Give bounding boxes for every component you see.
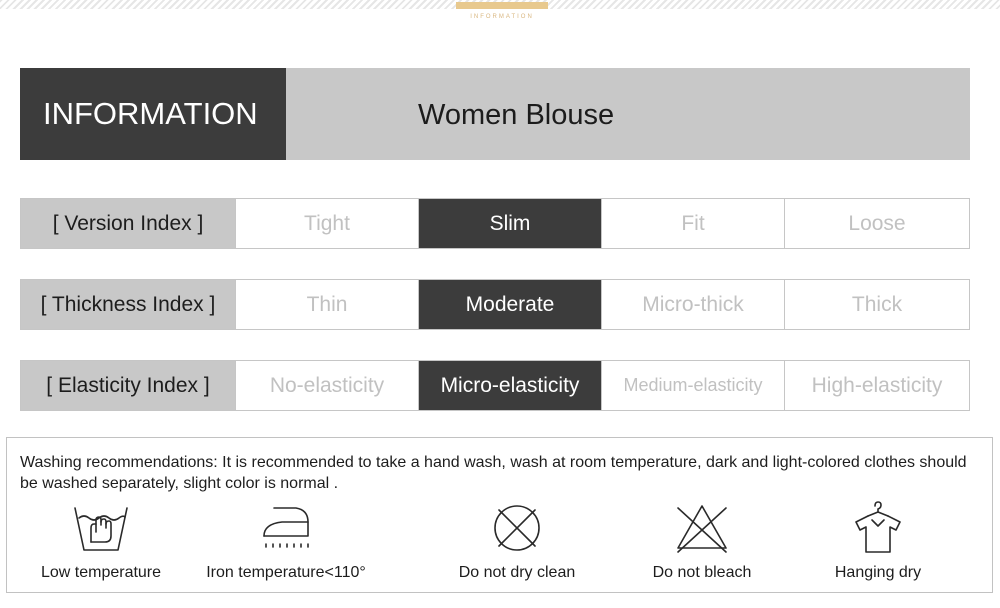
thickness-option-thick: Thick [784,280,969,329]
hand-wash-icon [71,498,131,558]
care-item-no-bleach [602,498,802,590]
no-dry-clean-icon [487,498,547,558]
care-item-no-dry-clean [417,498,617,590]
thickness-option-moderate: Moderate [418,280,601,329]
care-label-iron: Iron temperature<110° [206,564,366,581]
thickness-option-thin: Thin [235,280,418,329]
elasticity-index-label: [ Elasticity Index ] [21,361,235,410]
elasticity-index-row [20,360,970,411]
elasticity-option-micro: Micro-elasticity [418,361,601,410]
header-bar [20,68,970,160]
thickness-index-row [20,279,970,330]
banner-tab-label: INFORMATION [470,14,534,20]
product-title: Women Blouse [418,99,615,131]
version-index-label: [ Version Index ] [21,199,235,248]
thickness-index-label: [ Thickness Index ] [21,280,235,329]
care-item-iron [186,498,386,590]
elasticity-option-no: No-elasticity [235,361,418,410]
version-option-slim: Slim [418,199,601,248]
version-option-tight: Tight [235,199,418,248]
care-item-hanging-dry [778,498,978,590]
elasticity-option-medium: Medium-elasticity [601,361,784,410]
care-label-no-bleach: Do not bleach [652,564,752,581]
care-instructions-box [6,437,993,593]
washing-recommendations: Washing recommendations: It is recommended to take a hand wash, wash at room temperature, dark and light-colored clothes should be washed separately, slight color is normal . [20,454,967,492]
version-index-row [20,198,970,249]
elasticity-option-high: High-elasticity [784,361,969,410]
care-label-no-dry-clean: Do not dry clean [458,564,576,581]
care-label-low-temperature: Low temperature [40,564,162,581]
iron-icon [256,498,316,558]
thickness-option-micro-thick: Micro-thick [601,280,784,329]
version-option-loose: Loose [784,199,969,248]
no-bleach-icon [672,498,732,558]
care-item-low-temperature [1,498,201,590]
version-option-fit: Fit [601,199,784,248]
hanging-dry-icon [848,498,908,558]
banner-tab [456,2,548,9]
header-label: INFORMATION [20,68,286,160]
care-label-hanging-dry: Hanging dry [834,564,922,581]
